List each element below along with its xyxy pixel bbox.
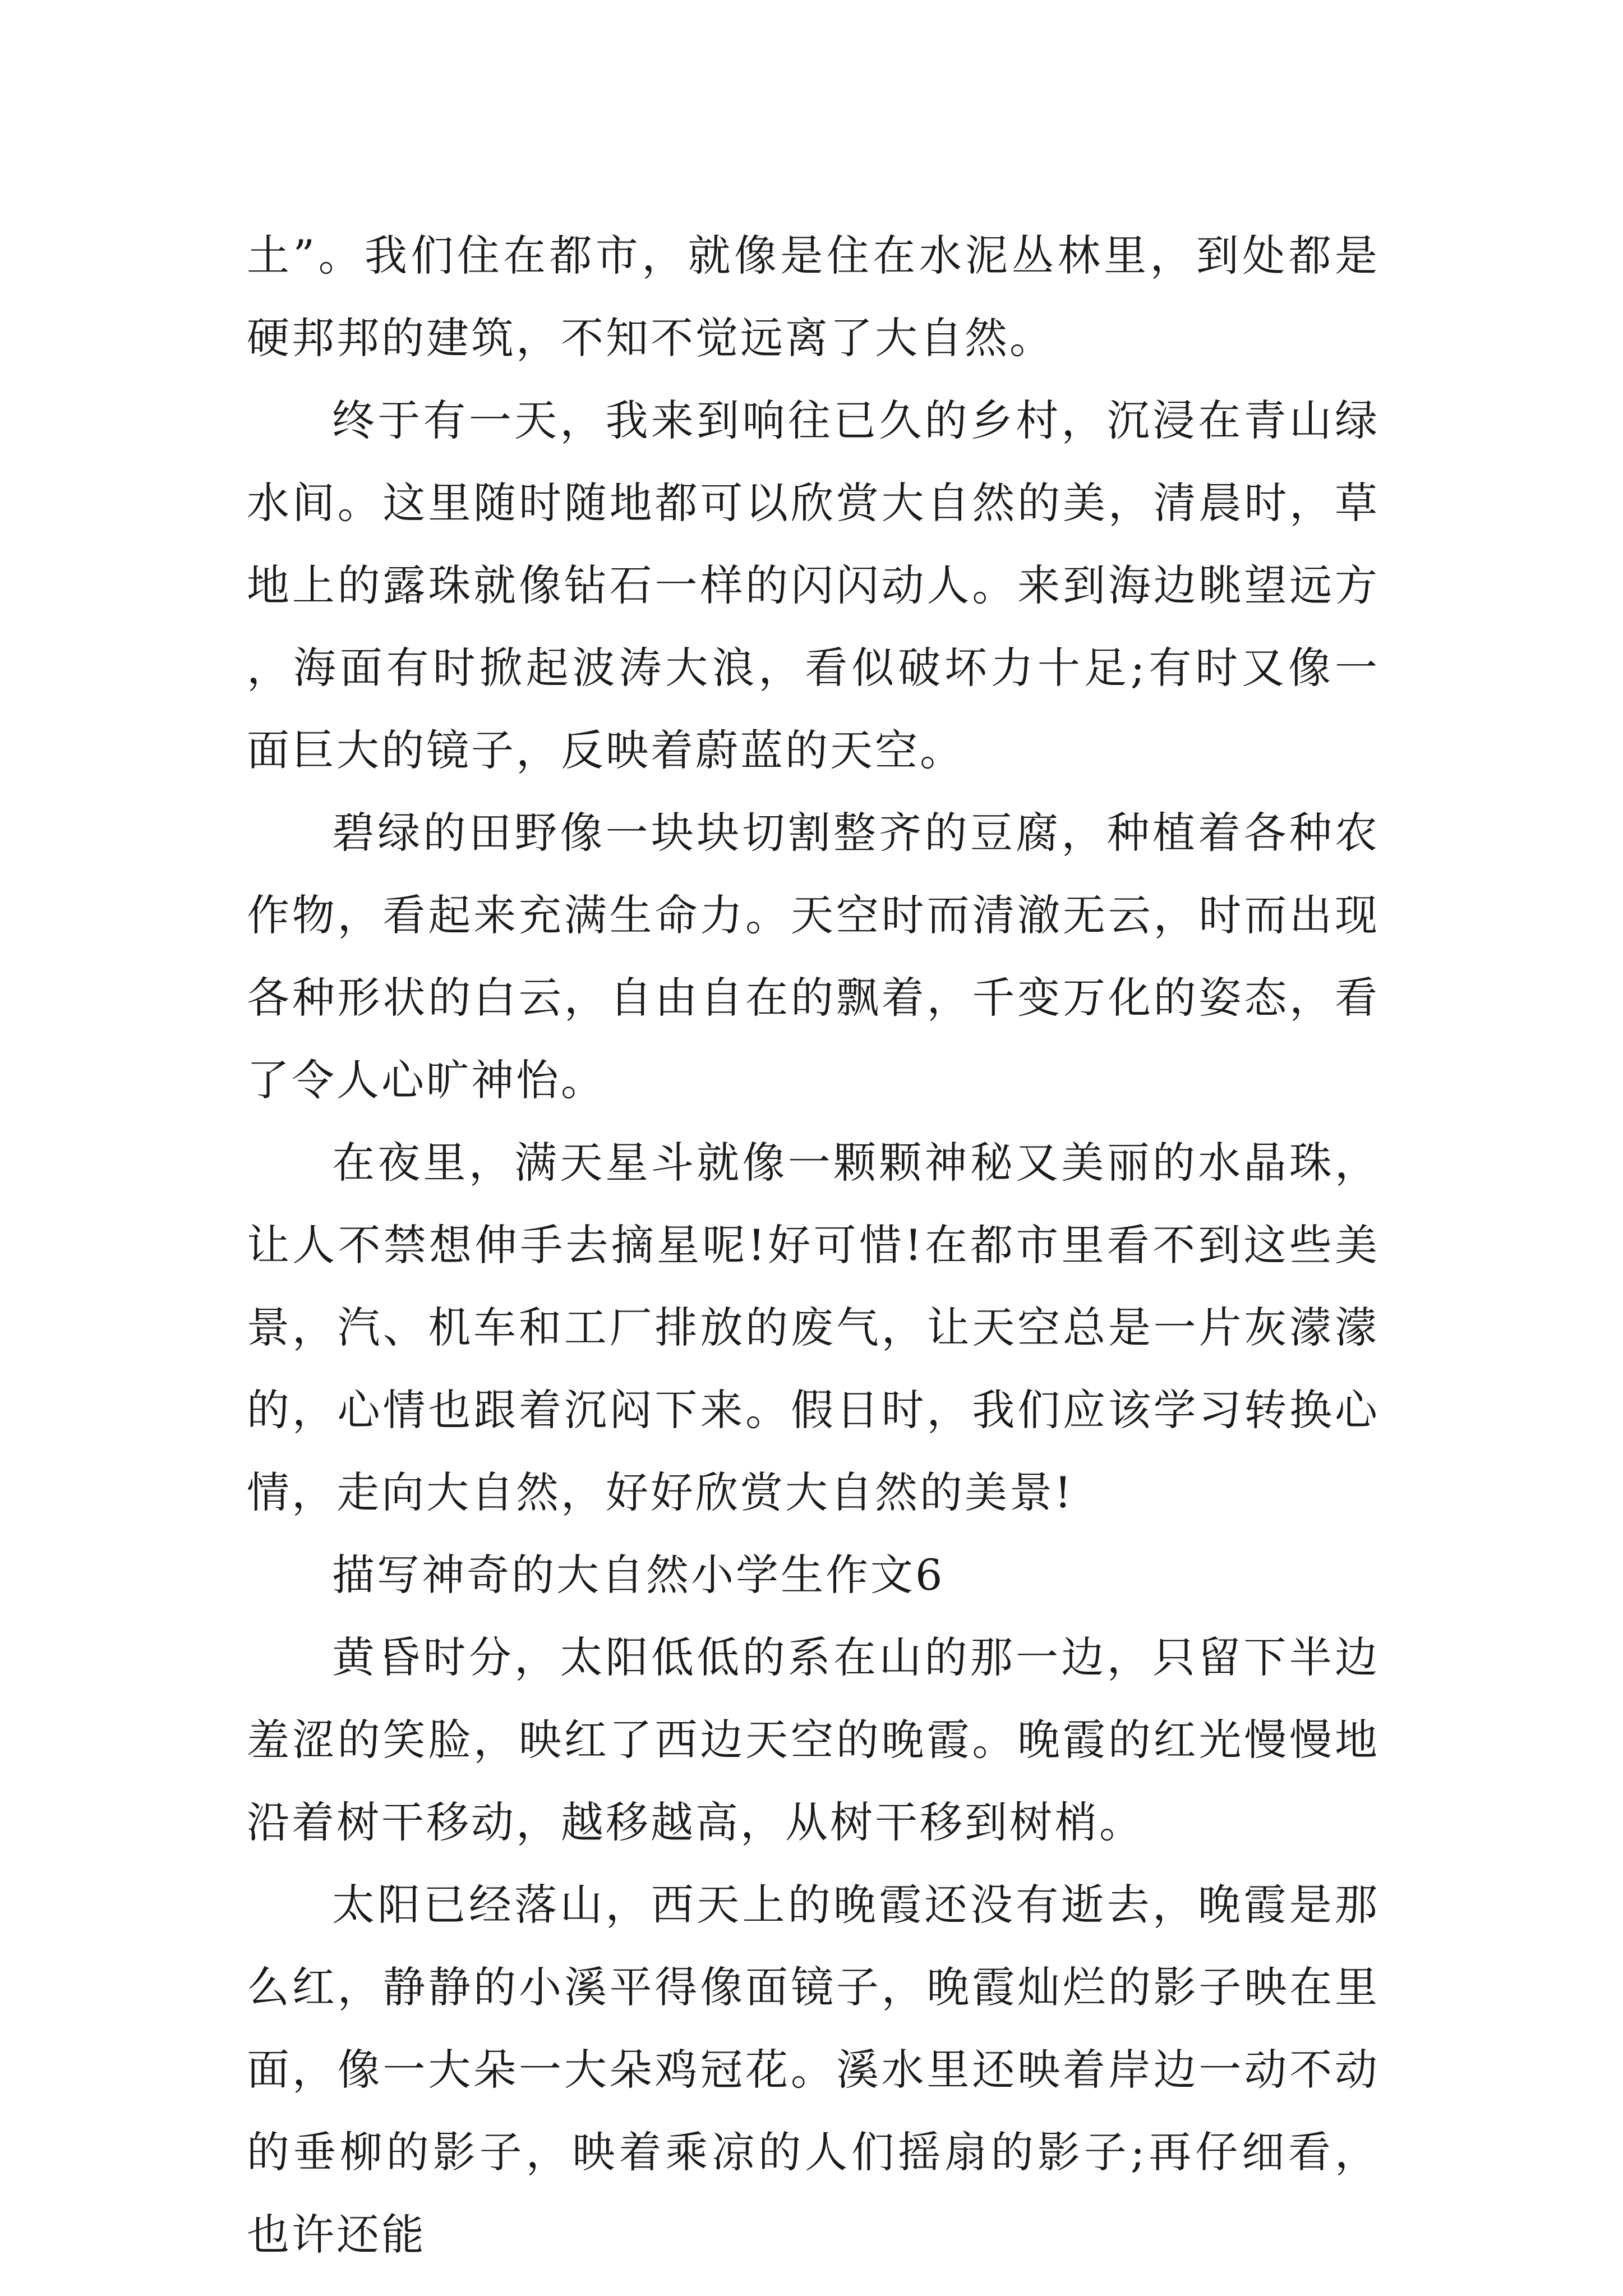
article-body	[247, 214, 1380, 2276]
paragraph-night-stars: 在夜里，满天星斗就像一颗颗神秘又美丽的水晶珠，让人不禁想伸手去摘星呢!好可惜!在都市里看不到这些美景，汽、机车和工厂排放的废气，让天空总是一片灰濛濛的，心情也跟着沉闷下来。假日时，我们应该学习转换心情，走向大自然，好好欣赏大自然的美景!	[247, 1138, 1380, 1517]
section-heading: 描写神奇的大自然小学生作文6	[332, 1550, 945, 1600]
paragraph-dusk: 黄昏时分，太阳低低的系在山的那一边，只留下半边羞涩的笑脸，映红了西边天空的晚霞。晚霞的红光慢慢地沿着树干移动，越移越高，从树干移到树梢。	[247, 1632, 1380, 1847]
paragraph-fields-sky: 碧绿的田野像一块块切割整齐的豆腐，种植着各种农作物，看起来充满生命力。天空时而清澈无云，时而出现各种形状的白云，自由自在的飘着，千变万化的姿态，看了令人心旷神怡。	[247, 808, 1380, 1105]
paragraph-continued: 土”。我们住在都市，就像是住在水泥丛林里，到处都是硬邦邦的建筑，不知不觉远离了大自然。	[247, 231, 1380, 363]
paragraph-countryside: 终于有一天，我来到响往已久的乡村，沉浸在青山绿水间。这里随时随地都可以欣赏大自然的美，清晨时，草地上的露珠就像钻石一样的闪闪动人。来到海边眺望远方，海面有时掀起波涛大浪，看似破坏力十足;有时又像一面巨大的镜子，反映着蔚蓝的天空。	[247, 395, 1380, 775]
paragraph-sunset-stream: 太阳已经落山，西天上的晚霞还没有逝去，晚霞是那么红，静静的小溪平得像面镜子，晚霞灿烂的影子映在里面，像一大朵一大朵鸡冠花。溪水里还映着岸边一动不动的垂柳的影子，映着乘凉的人们摇扇的影子;再仔细看，也许还能	[247, 1880, 1380, 2260]
